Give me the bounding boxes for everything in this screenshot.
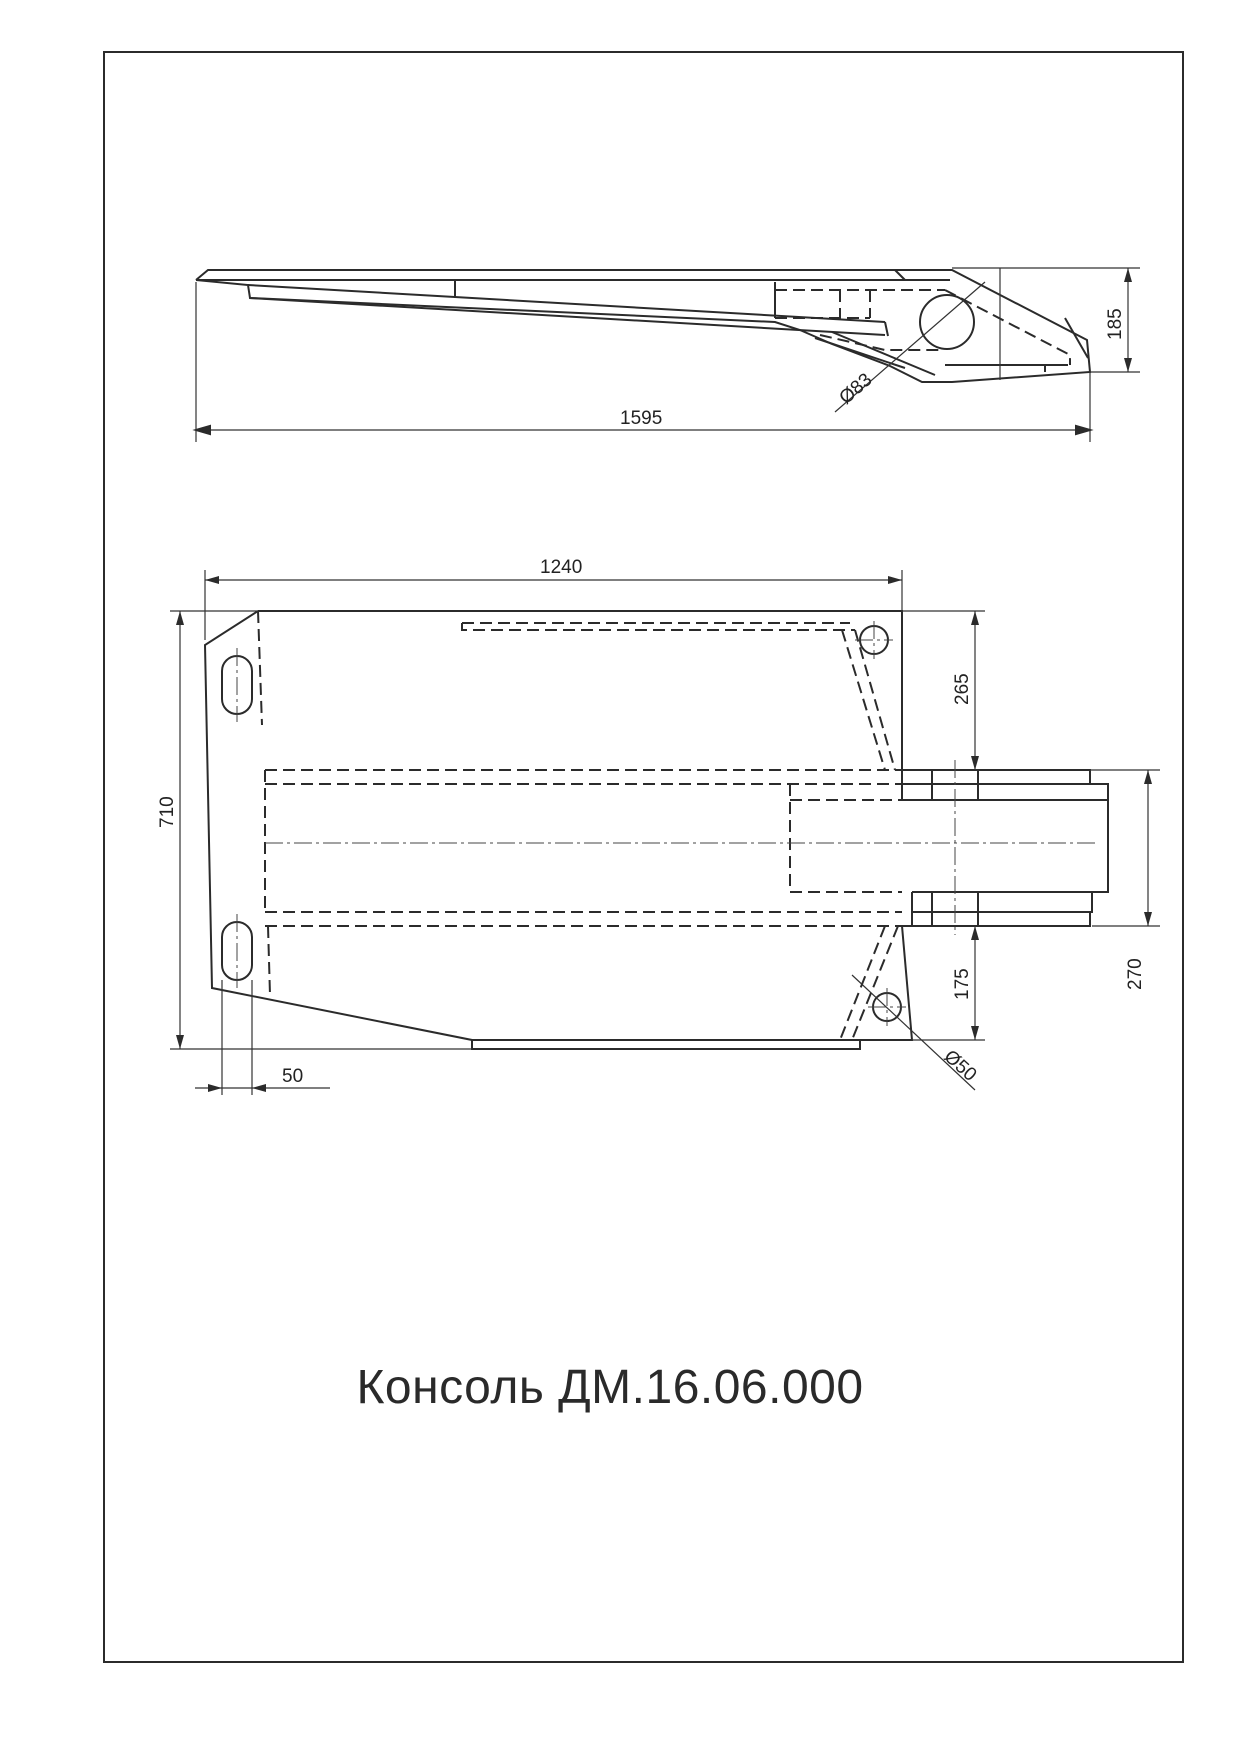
fork-width-label: 270: [1125, 958, 1146, 990]
side-view: [196, 268, 1140, 442]
side-length-label: 1595: [620, 408, 663, 429]
plan-width-label: 710: [157, 796, 178, 828]
drawing-title: Консоль ДМ.16.06.000: [356, 1361, 864, 1414]
plan-view: [157, 557, 1160, 1095]
hole-diameter-label: Ø50: [939, 1046, 981, 1086]
upper-offset-label: 265: [952, 673, 973, 705]
slot-offset-label: 50: [282, 1066, 304, 1087]
sheet-frame: [104, 52, 1183, 1662]
lower-offset-label: 175: [952, 968, 973, 1000]
bore-diameter-label: Ø83: [835, 369, 877, 409]
plan-length-label: 1240: [540, 557, 583, 578]
pivot-bore: [920, 295, 974, 349]
side-height-label: 185: [1105, 308, 1126, 340]
